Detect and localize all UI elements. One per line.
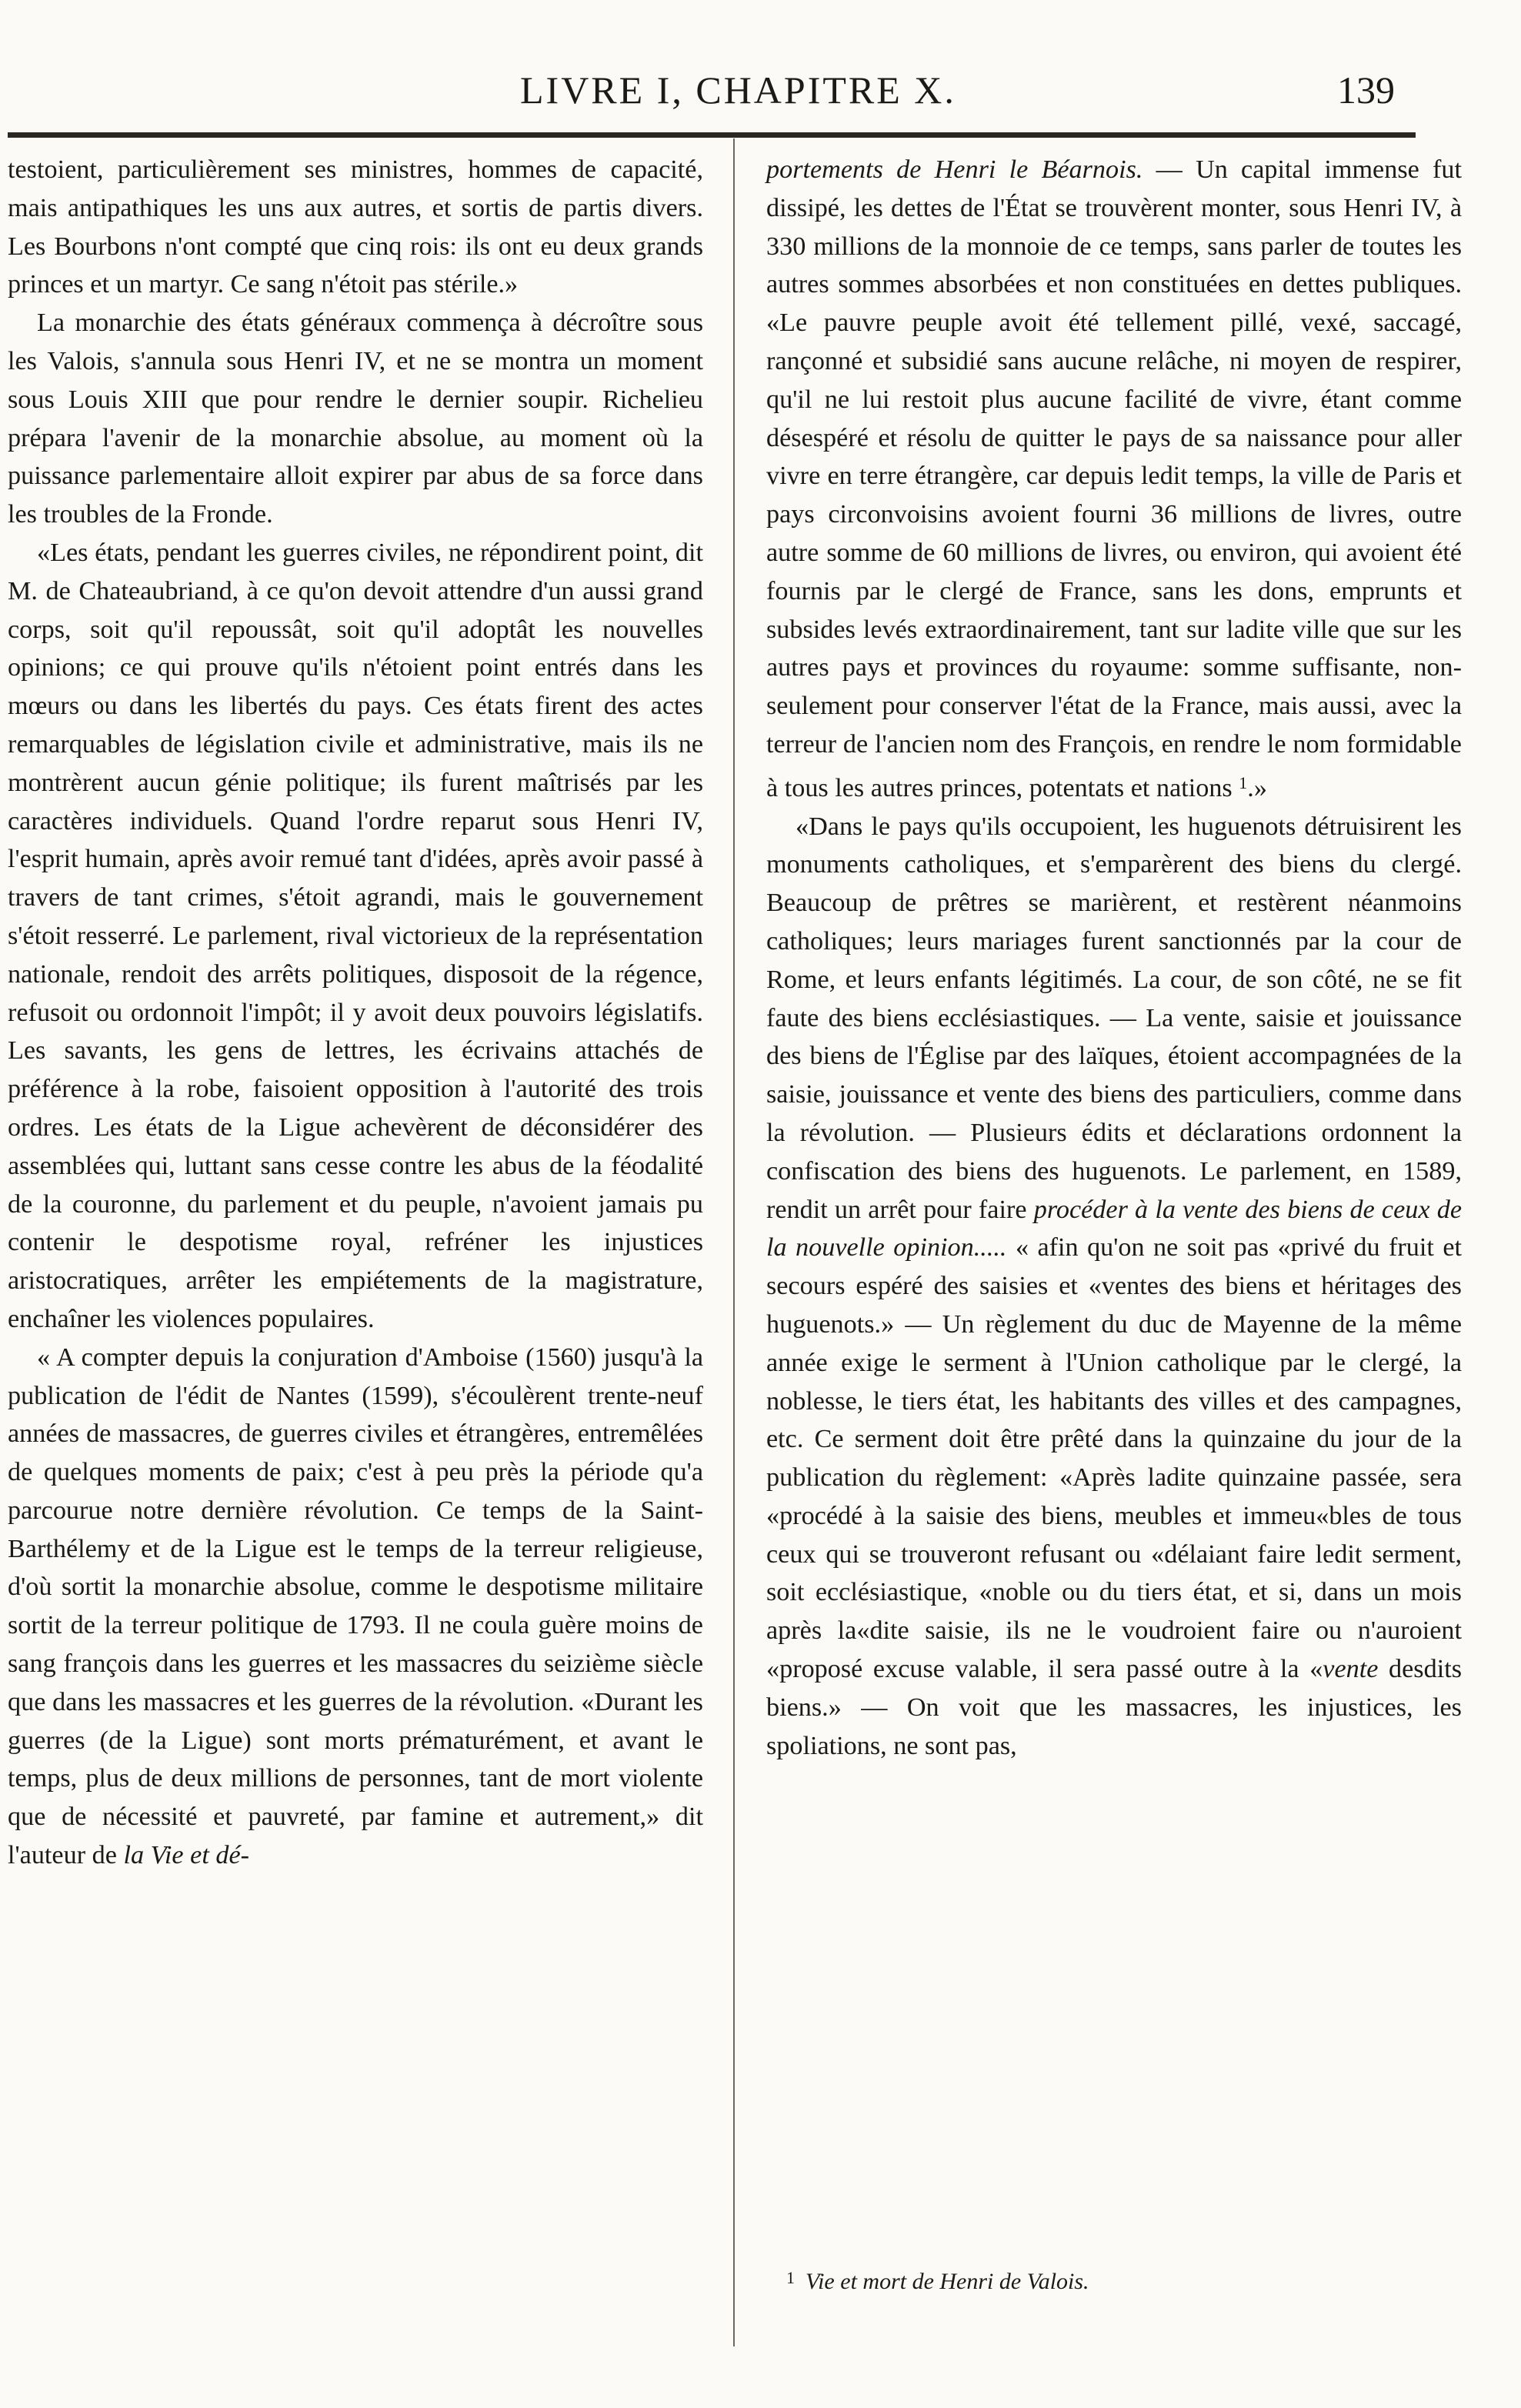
- header-rule: [8, 132, 1416, 138]
- paragraph-text: « A compter depuis la conjuration d'Amboise (1560) jusqu'à la publication de l'édit de Nantes (1599), s'écoulèrent trente-neuf années de massacres, de guerres civiles et étrangères, entremêlées de quelques moments de paix; c'est à peu près la période qu'a parcourue notre dernière révolution. Ce temps de la Saint-Barthélemy et de la Ligue est le temps de la terreur religieuse, d'où sortit la monarchie absolue, comme le despotisme militaire sortit de la terreur politique de 1793. Il ne coula guère moins de sang françois dans les guerres et les massacres du seizième siècle que dans les massacres et les guerres de la révolution. «Durant les guerres (de la Ligue) sont morts prématurément, et avant le temps, plus de deux millions de personnes, tant de mort violente que de nécessité et pauvreté, par famine et autrement,» dit l'auteur de: [8, 1342, 703, 1870]
- paragraph-text: .»: [1247, 773, 1267, 802]
- running-title: LIVRE I, CHAPITRE X.: [520, 68, 956, 112]
- footnote-reference[interactable]: 1: [1239, 772, 1248, 792]
- book-title: portements de Henri le Béarnois.: [766, 155, 1143, 184]
- left-column: [8, 151, 703, 1875]
- paragraph-text: «Dans le pays qu'ils occupoient, les huguenots détruisirent les monuments catholiques, et s'emparèrent des biens du clergé. Beaucoup de prêtres se marièrent, et restèrent néanmoins catholiques; leurs mariages furent sanctionnés par la cour de Rome, et leurs enfants légitimés. La cour, de son côté, ne se fit faute des biens ecclésiastiques. — La vente, saisie et jouissance des biens de l'Église par des laïques, étoient accompagnées de la saisie, jouissance et vente des biens des particuliers, comme dans la révolution. — Plusieurs édits et déclarations ordonnent la confiscation des biens des huguenots. Le parlement, en 1589, rendit un arrêt pour faire: [766, 812, 1462, 1224]
- footnote-mark: 1: [786, 2268, 795, 2287]
- paragraph-text: — Un capital immense fut dissipé, les dettes de l'État se trouvèrent monter, sous Henri IV, à 330 millions de la monnoie de ce temps, sans parler de toutes les autres sommes absorbées et non constituées en dettes publiques. «Le pauvre peuple avoit été tellement pillé, vexé, saccagé, rançonné et subsidié sans aucune relâche, ni moyen de respirer, qu'il ne lui restoit plus aucune facilité de vivre, étant comme désespéré et résolu de quitter le pays de sa naissance pour aller vivre en terre étrangère, car depuis ledit temps, la ville de Paris et pays circonvoisins avoient fourni 36 millions de livres, outre autre somme de 60 millions de livres, ou environ, qui avoient été fournis par le clergé de France, sans les dons, emprunts et subsides levés extraordinairement, tant sur ladite ville que sur les autres pays et provinces du royaume: somme suffisante, non-seulement pour conserver l'état de la France, mais aussi, avec la terreur de l'ancien nom des François, en rendre le nom formidable à tous les autres princes, potentats et nations: [766, 155, 1462, 802]
- paragraph: [766, 151, 1462, 808]
- footnote: [786, 2268, 1089, 2295]
- paragraph: «Les états, pendant les guerres civiles, ne répondirent point, dit M. de Chateaubriand, à ce qu'on devoit attendre d'un aussi grand corps, soit qu'il repoussât, soit qu'il adoptât les nouvelles opinions; ce qui prouve qu'ils n'étoient point entrés dans les mœurs ou dans les libertés du pays. Ces états firent des actes remarquables de législation civile et administrative, mais ils ne montrèrent aucun génie politique; ils furent maîtrisés par les caractères individuels. Quand l'ordre reparut sous Henri IV, l'esprit humain, après avoir remué tant d'idées, après avoir passé à travers de tant crimes, s'étoit agrandi, mais le gouvernement s'étoit resserré. Le parlement, rival victorieux de la représentation nationale, rendoit des arrêts politiques, disposoit de la régence, refusoit ou ordonnoit l'impôt; il y avoit deux pouvoirs législatifs. Les savants, les gens de lettres, les écrivains attachés de préférence à la robe, faisoient opposition à l'autorité des trois ordres. Les états de la Ligue achevèrent de déconsidérer des assemblées qui, luttant sans cesse contre les abus de la féodalité de la couronne, du parlement et du peuple, n'avoient jamais pu contenir le despotisme royal, refréner les injustices aristocratiques, arrêter les empiétements de la magistrature, enchaîner les violences populaires.: [8, 538, 703, 1333]
- emphasis: vente: [1323, 1655, 1379, 1684]
- book-title: la Vie et dé-: [123, 1841, 250, 1870]
- paragraph: testoient, particulièrement ses ministres, hommes de capacité, mais antipathiques les uns aux autres, et sortis de partis divers. Les Bourbons n'ont compté que cinq rois: ils ont eu deux grands princes et un martyr. Ce sang n'étoit pas stérile.»: [8, 155, 703, 299]
- paragraph-text: desdits biens.» — On voit que les massacres, les injustices, les spoliations, ne sont pas,: [766, 1655, 1462, 1760]
- paragraph: [8, 1339, 703, 1875]
- column-divider: [733, 138, 735, 2346]
- page-number: 139: [1337, 68, 1395, 112]
- footnote-text: Vie et mort de Henri de Valois.: [806, 2269, 1089, 2294]
- paragraph-text: « afin qu'on ne soit pas «privé du fruit et secours espéré des saisies et «ventes des biens et héritages des huguenots.» — Un règlement du duc de Mayenne de la même année exige le serment à l'Union catholique par le clergé, la noblesse, le tiers état, les habitants des villes et des campagnes, etc. Ce serment doit être prêté dans la quinzaine du jour de la publication du règlement: «Après ladite quinzaine passée, sera «procédé à la saisie des biens, meubles et immeu«bles de tous ceux qui se trouveront refusant ou «délaiant faire ledit serment, soit ecclésiastique, «noble ou du tiers état, et si, dans un mois après la«dite saisie, ils ne le voudroient faire ou n'auroient «proposé excuse valable, il sera passé outre à la «: [766, 1233, 1463, 1684]
- page-header: [0, 54, 1521, 131]
- right-column: [766, 151, 1462, 1765]
- paragraph: [766, 808, 1462, 1766]
- paragraph: La monarchie des états généraux commença à décroître sous les Valois, s'annula sous Henri IV, et ne se montra un moment sous Louis XIII que pour rendre le dernier soupir. Richelieu prépara l'avenir de la monarchie absolue, au moment où la puissance parlementaire alloit expirer par abus de sa force dans les troubles de la Fronde.: [8, 309, 703, 529]
- emphasis: procéder à la vente des biens de ceux de la nouvelle opinion.....: [766, 1195, 1462, 1262]
